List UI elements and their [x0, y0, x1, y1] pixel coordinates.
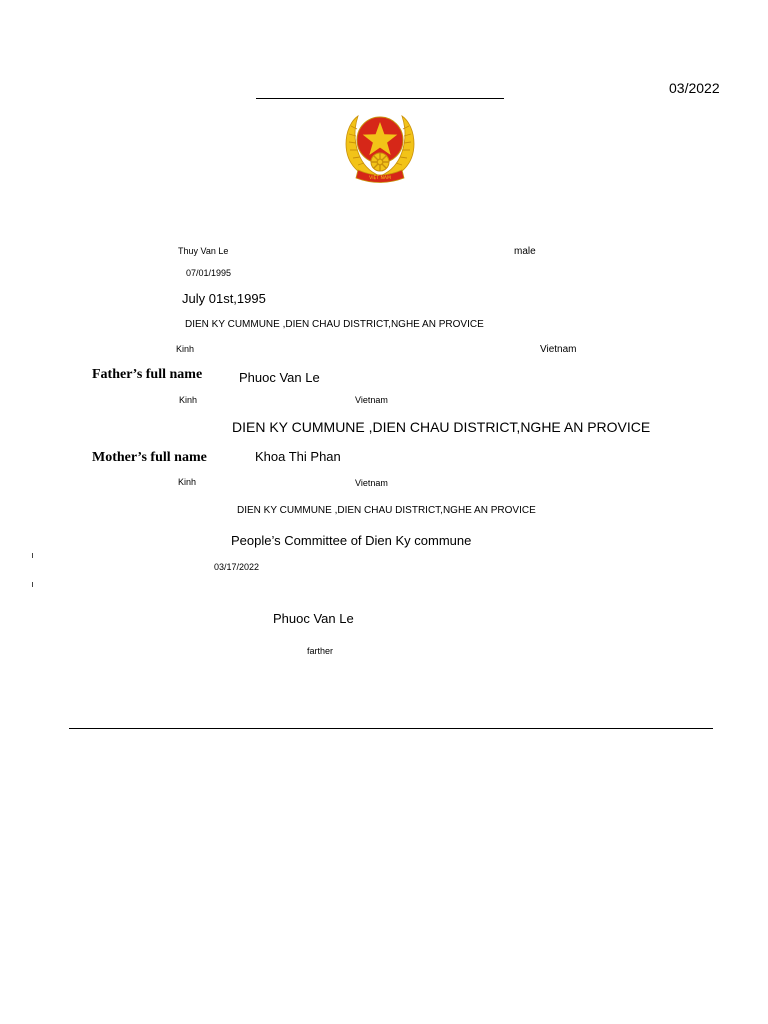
declarant-relationship: farther: [307, 646, 334, 656]
child-gender: male: [514, 246, 536, 257]
header-rule: [256, 98, 504, 99]
child-date-of-birth: 07/01/1995: [186, 268, 232, 278]
mother-name-label: Mother’s full name: [92, 450, 207, 465]
declarant-full-name: Phuoc Van Le: [273, 611, 354, 626]
national-emblem-icon: [342, 110, 418, 184]
child-date-of-birth-words: July 01st,1995: [182, 291, 266, 306]
mother-nationality: Vietnam: [355, 478, 388, 488]
child-full-name: Thuy Van Le: [178, 246, 229, 256]
father-residence: DIEN KY CUMMUNE ,DIEN CHAU DISTRICT,NGHE AN PROVICE: [232, 419, 651, 435]
father-nationality: Vietnam: [355, 395, 388, 405]
header-date: 03/2022: [669, 80, 720, 96]
father-full-name: Phuoc Van Le: [239, 370, 320, 385]
margin-tick: [32, 582, 33, 587]
registration-place: People’s Committee of Dien Ky commune: [231, 533, 472, 548]
mother-full-name: Khoa Thi Phan: [255, 449, 341, 464]
father-name-label: Father’s full name: [92, 367, 203, 382]
registration-date: 03/17/2022: [214, 562, 260, 572]
margin-tick: [32, 553, 33, 558]
mother-residence: DIEN KY CUMMUNE ,DIEN CHAU DISTRICT,NGHE AN PROVICE: [237, 505, 536, 516]
footer-rule: [69, 728, 713, 729]
child-nationality: Vietnam: [540, 344, 577, 355]
svg-text:VIỆT NAM: VIỆT NAM: [369, 176, 391, 181]
child-ethnicity: Kinh: [176, 344, 195, 354]
father-ethnicity: Kinh: [179, 395, 198, 405]
child-place-of-birth: DIEN KY CUMMUNE ,DIEN CHAU DISTRICT,NGHE AN PROVICE: [185, 319, 484, 330]
mother-ethnicity: Kinh: [178, 477, 197, 487]
